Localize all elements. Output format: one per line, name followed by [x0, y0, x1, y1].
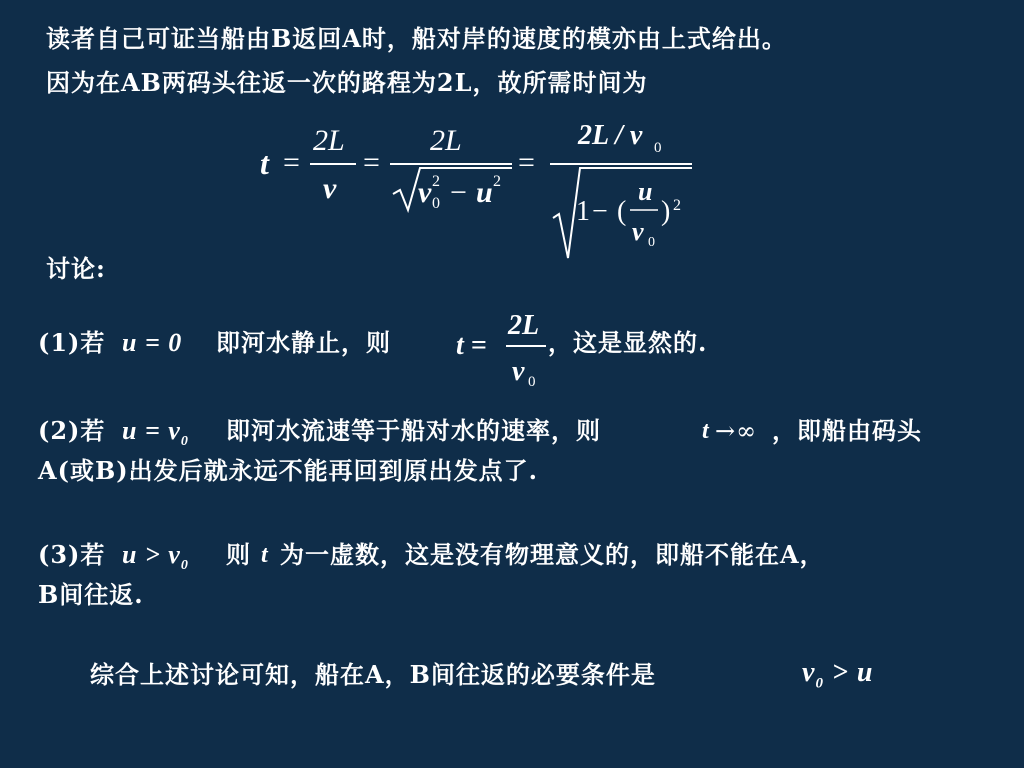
case-1-formula-den-sub: 0 [528, 374, 536, 390]
case-3-line-2: B间往返. [38, 580, 144, 609]
case-2-text-a: 即河水流速等于船对水的速率，则 [226, 416, 601, 445]
conclusion-text: 综合上述讨论可知，船在A，B间往返的必要条件是 [90, 660, 656, 689]
case-1-condition: u = 0 [122, 328, 183, 357]
case-2-t: t [702, 418, 710, 444]
intro-line-1: 读者自己可证当船由B返回A时，船对岸的速度的模亦由上式给出。 [46, 24, 787, 53]
frac3-den-minus: − [592, 196, 608, 227]
case-3-condition-sub: 0 [180, 558, 189, 574]
case-1-formula-num: 2L [508, 310, 540, 341]
formula-eq-2: = [363, 146, 380, 179]
case-2-arrow: →∞ [715, 417, 758, 445]
case-3-t: t [261, 542, 269, 568]
case-2-condition [122, 414, 189, 459]
frac3-den-sup: 2 [673, 197, 681, 214]
frac1-den: v [323, 172, 337, 205]
frac2-den-u: u [476, 176, 493, 209]
case-1-formula-lhs: t = [456, 330, 487, 361]
conclusion-formula-sub: 0 [815, 675, 824, 692]
case-2-condition-main: u = v [122, 416, 181, 445]
frac3-den-one: 1 [576, 196, 590, 227]
case-1-text-a: 即河水静止，则 [216, 328, 391, 357]
frac3-num-sub: 0 [654, 140, 662, 156]
case-3-text-a: 则 [226, 540, 251, 569]
case-2-prefix: (2)若 [38, 416, 106, 445]
case-2-condition-sub: 0 [180, 434, 189, 450]
frac3-den-paren-open: ( [617, 196, 627, 227]
main-formula [250, 112, 710, 272]
frac3-den-frac-num: u [638, 177, 653, 206]
case-2-text-b: ，即船由码头 [772, 416, 922, 445]
frac3-den-paren-close: ) [661, 196, 671, 227]
case-1-text-b: ，这是显然的. [548, 328, 708, 357]
formula-eq-1: = [283, 146, 300, 179]
case-3-prefix: (3)若 [38, 540, 106, 569]
conclusion-formula-rest: > u [831, 657, 874, 688]
case-3-condition-main: u > v [122, 540, 181, 569]
frac2-num: 2L [430, 124, 462, 157]
case-2-line-2: A(或B)出发后就永远不能再回到原出发点了. [38, 456, 538, 485]
frac2-den-v: v [418, 176, 432, 209]
frac3-den-frac-den: v [632, 217, 644, 246]
conclusion-formula [802, 656, 873, 701]
formula-lhs: t [260, 145, 269, 181]
case-3-text-b: 为一虚数，这是没有物理意义的，即船不能在A， [280, 540, 825, 569]
case-3-condition [122, 538, 189, 583]
frac2-den-v-sub: 0 [432, 195, 440, 212]
frac3-den-frac-den-sub: 0 [648, 235, 655, 250]
frac1-num: 2L [313, 124, 345, 157]
conclusion-formula-v: v [802, 657, 816, 688]
discussion-heading: 讨论: [46, 254, 106, 283]
case-1-formula-den: v [512, 356, 525, 387]
case-1-prefix: (1)若 [38, 328, 106, 357]
intro-line-2: 因为在AB两码头往返一次的路程为2L，故所需时间为 [46, 68, 648, 97]
frac3-num: 2L / v [578, 120, 643, 151]
frac2-den-u-sup: 2 [493, 173, 501, 190]
formula-eq-3: = [518, 146, 535, 179]
frac2-den-v-sup: 2 [432, 173, 440, 190]
frac2-den-minus: − [450, 176, 467, 209]
